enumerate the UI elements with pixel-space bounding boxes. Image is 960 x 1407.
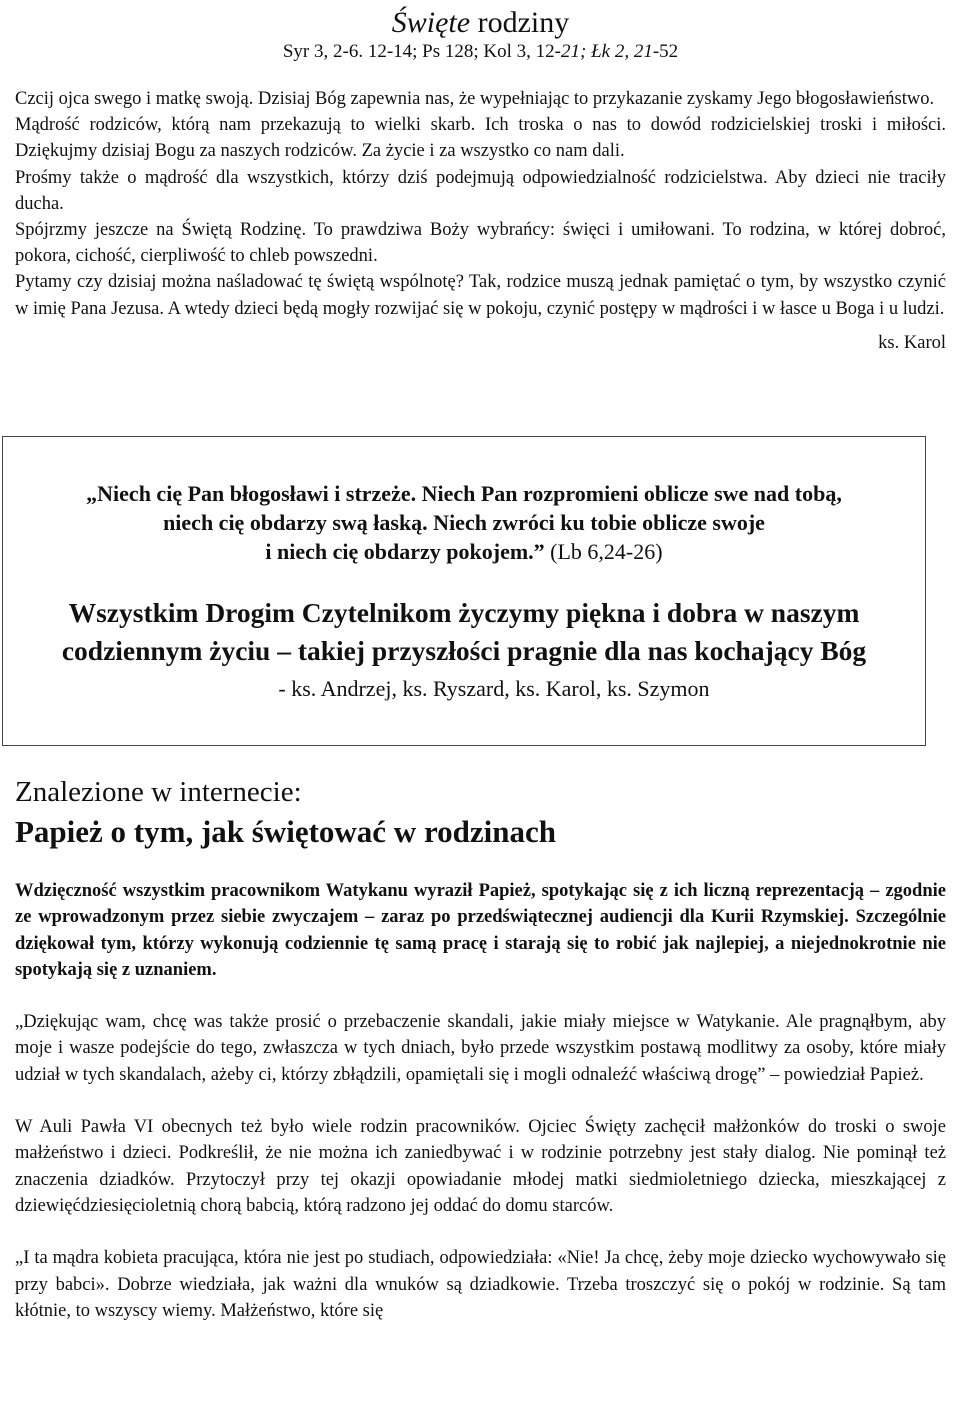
- refs-italic: 21; Łk 2, 21: [561, 41, 653, 62]
- blessing-line: niech cię obdarzy swą łaską. Niech zwróci ku tobie oblicze swoje: [163, 510, 765, 535]
- blessing-box: [2, 436, 926, 746]
- article-paragraph: W Auli Pawła VI obecnych też było wiele rodzin pracowników. Ojciec Święty zachęcił małżonków do troski o swoje małżeństwo i dzieci. Podkreślił, że nie można ich zaniedbywać i w rodzinie potrzebny jest stały dialog. Nie pominął też znaczenia dziadków. Przytoczył przy tej okazji opowiadanie młodej matki siedmioletniego dziecka, mieszkającej z dziewięćdziesięcioletnią chorą babcią, którą radzono jej oddać do domu starców.: [15, 1117, 946, 1216]
- article-body: [15, 878, 946, 1350]
- homily-paragraph: Czcij ojca swego i matkę swoją. Dzisiaj Bóg zapewnia nas, że wypełniając to przykazanie zyskamy Jego błogosławieństwo.: [15, 89, 935, 109]
- article-lead: Wdzięczność wszystkim pracownikom Watykanu wyraził Papież, spotykając się z ich liczną reprezentacją – zgodnie ze wprowadzonym przez siebie zwyczajem – zaraz po przedświątecznej audiencji dla Kurii Rzymskiej. Szczególnie dziękował tym, którzy wykonują codziennie tę samą pracę i starają się to robić jak najlepiej, a niejednokrotnie nie spotykają się z uznaniem.: [15, 881, 946, 980]
- homily-paragraph: Pytamy czy dzisiaj można naśladować tę świętą wspólnotę? Tak, rodzice muszą jednak pamiętać o tym, by wszystko czynić w imię Pana Jezusa. A wtedy dzieci będą mogły rozwijać się w pokoju, czynić postępy w mądrości i w łasce u Boga i u ludzi.: [15, 272, 946, 319]
- article-paragraph: „I ta mądra kobieta pracująca, która nie jest po studiach, odpowiedziała: «Nie! Ja chcę, żeby moje dziecko wychowywało się przy babci». Dobrze wiedziała, jak ważni dla wnuków są dziadkowie. Trzeba troszczyć się o pokój w rodzinie. Są tam kłótnie, to wszyscy wiemy. Małżeństwo, które się: [15, 1248, 946, 1321]
- wish-line: Wszystkim Drogim Czytelnikom życzymy piękna i dobra w naszym: [68, 597, 860, 628]
- homily-paragraph: Prośmy także o mądrość dla wszystkich, którzy dziś podejmują odpowiedzialność rodzicielstwa. Aby dzieci nie traciły ducha.: [15, 167, 946, 214]
- scripture-references: [15, 40, 946, 64]
- section-label: Znalezione w internecie:: [15, 776, 302, 808]
- blessing-quote: [3, 479, 925, 566]
- refs-plain: Syr 3, 2-6. 12-14; Ps 128; Kol 3, 12-: [282, 41, 561, 62]
- homily-paragraph: Mądrość rodziców, którą nam przekazują to wielki skarb. Ich troska o nas to dowód rodzicielskiej troski i miłości. Dziękujmy dzisiaj Bogu za naszych rodziców. Za życie i za wszystko co nam dali.: [15, 115, 946, 162]
- title-rest: rodziny: [470, 6, 570, 39]
- article-paragraph: „Dziękując wam, chcę was także prosić o przebaczenie skandali, jakie miały miejsce w Watykanie. Ale pragnąłbym, aby moje i wasze podejście do tego, zwłaszcza w tych dniach, było przede wszystkim postawą modlitwy za osoby, które miały udział w tych skandalach, ażeby ci, którzy zbłądzili, opamiętali się i mogli odnaleźć właściwą drogę” – powiedział Papież.: [15, 1012, 946, 1085]
- signature: ks. Karol: [878, 332, 946, 353]
- homily-text: [15, 86, 946, 322]
- article-title: Papież o tym, jak świętować w rodzinach: [15, 814, 557, 849]
- page-title: [15, 6, 946, 40]
- page: [15, 0, 946, 356]
- wish-line: codziennym życiu – takiej przyszłości pragnie dla nas kochający Bóg: [61, 635, 867, 666]
- blessing-reference: (Lb 6,24-26): [544, 539, 663, 564]
- blessing-line: „Niech cię Pan błogosławi i strzeże. Niech Pan rozpromieni oblicze swe nad tobą,: [86, 481, 842, 506]
- signers: - ks. Andrzej, ks. Ryszard, ks. Karol, ks. Szymon: [278, 676, 710, 701]
- blessing-line: i niech cię obdarzy pokojem.”: [265, 539, 545, 564]
- holiday-wish: [3, 594, 925, 670]
- title-italic: Święte: [391, 6, 471, 39]
- refs-end: -52: [652, 41, 679, 62]
- homily-paragraph: Spójrzmy jeszcze na Świętą Rodzinę. To prawdziwa Boży wybrańcy: święci i umiłowani. To rodzina, w której dobroć, pokora, cichość, cierpliwość to chleb powszedni.: [15, 220, 946, 267]
